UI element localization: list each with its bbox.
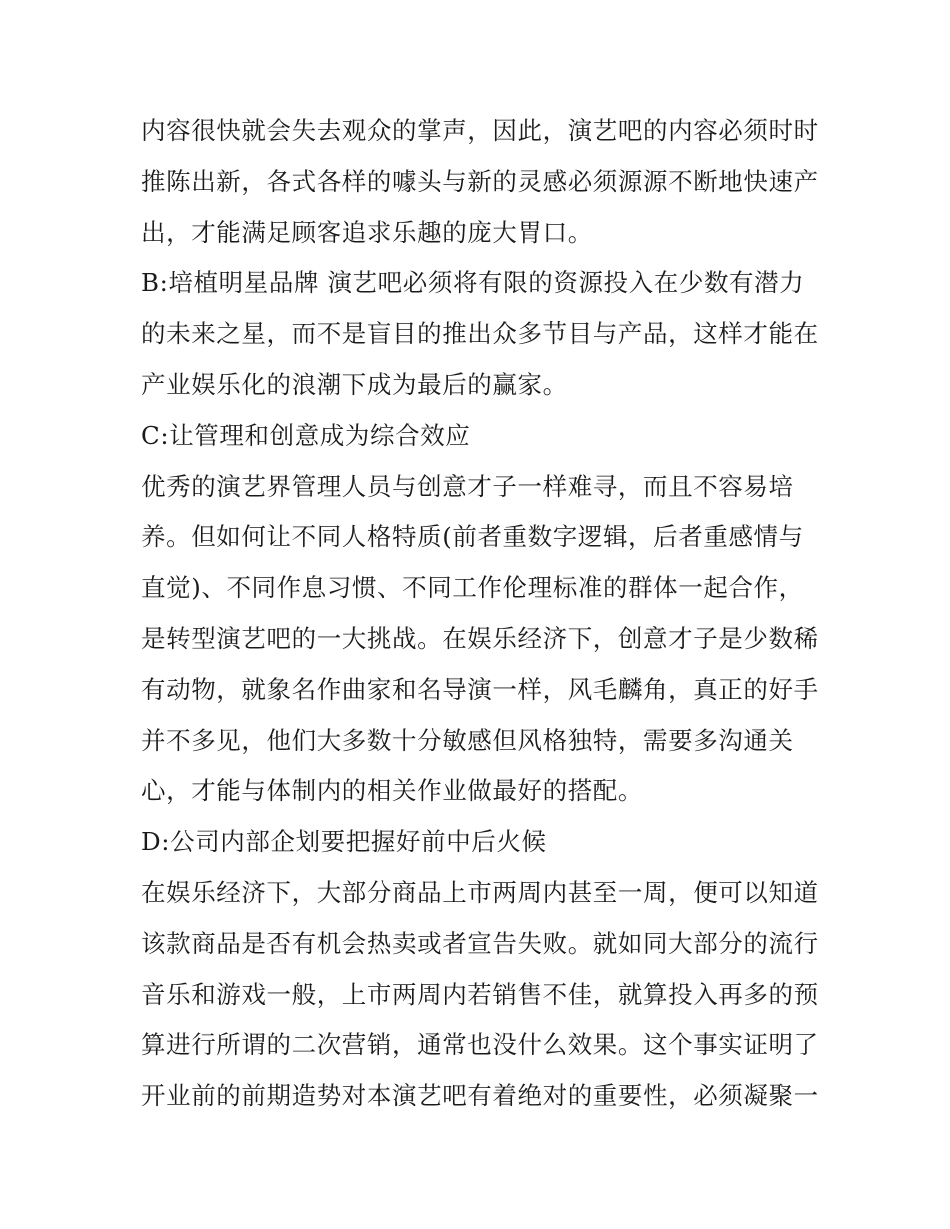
text-line: 产业娱乐化的浪潮下成为最后的赢家。 [141,369,568,399]
section-heading-b: B:培植明星品牌 演艺吧必须将有限的资源投入在少数有潜力 [141,268,805,298]
text-line: 并不多见，他们大多数十分敏感但风格独特，需要多沟通关 [141,725,794,755]
text-line: 有动物，就象名作曲家和名导演一样，风毛麟角，真正的好手 [141,674,819,704]
text-line: 出，才能满足顾客追求乐趣的庞大胃口。 [141,217,593,247]
text-line: 直觉)、不同作息习惯、不同工作伦理标准的群体一起合作， [141,573,804,603]
text-line: 心，才能与体制内的相关作业做最好的搭配。 [141,776,643,806]
text-line: 养。但如何让不同人格特质(前者重数字逻辑，后者重感情与 [141,522,804,552]
text-line: 是转型演艺吧的一大挑战。在娱乐经济下，创意才子是少数稀 [141,623,819,653]
text-line: 在娱乐经济下，大部分商品上市两周内甚至一周，便可以知道 [141,877,819,907]
text-line: 音乐和游戏一般，上市两周内若销售不佳，就算投入再多的预 [141,979,819,1009]
text-line: 的未来之星，而不是盲目的推出众多节目与产品，这样才能在 [141,319,819,349]
text-line: 算进行所谓的二次营销，通常也没什么效果。这个事实证明了 [141,1030,819,1060]
section-heading-c: C:让管理和创意成为综合效应 [141,420,471,450]
text-line: 该款商品是否有机会热卖或者宣告失败。就如同大部分的流行 [141,928,819,958]
document-body [141,106,821,1122]
text-line: 优秀的演艺界管理人员与创意才子一样难寻，而且不容易培 [141,471,794,501]
text-line: 开业前的前期造势对本演艺吧有着绝对的重要性，必须凝聚一 [141,1081,819,1111]
text-line: 内容很快就会失去观众的掌声，因此，演艺吧的内容必须时时 [141,116,819,145]
text-line: 推陈出新，各式各样的噱头与新的灵感必须源源不断地快速产 [141,166,819,196]
section-heading-d: D:公司内部企划要把握好前中后火候 [141,827,547,857]
